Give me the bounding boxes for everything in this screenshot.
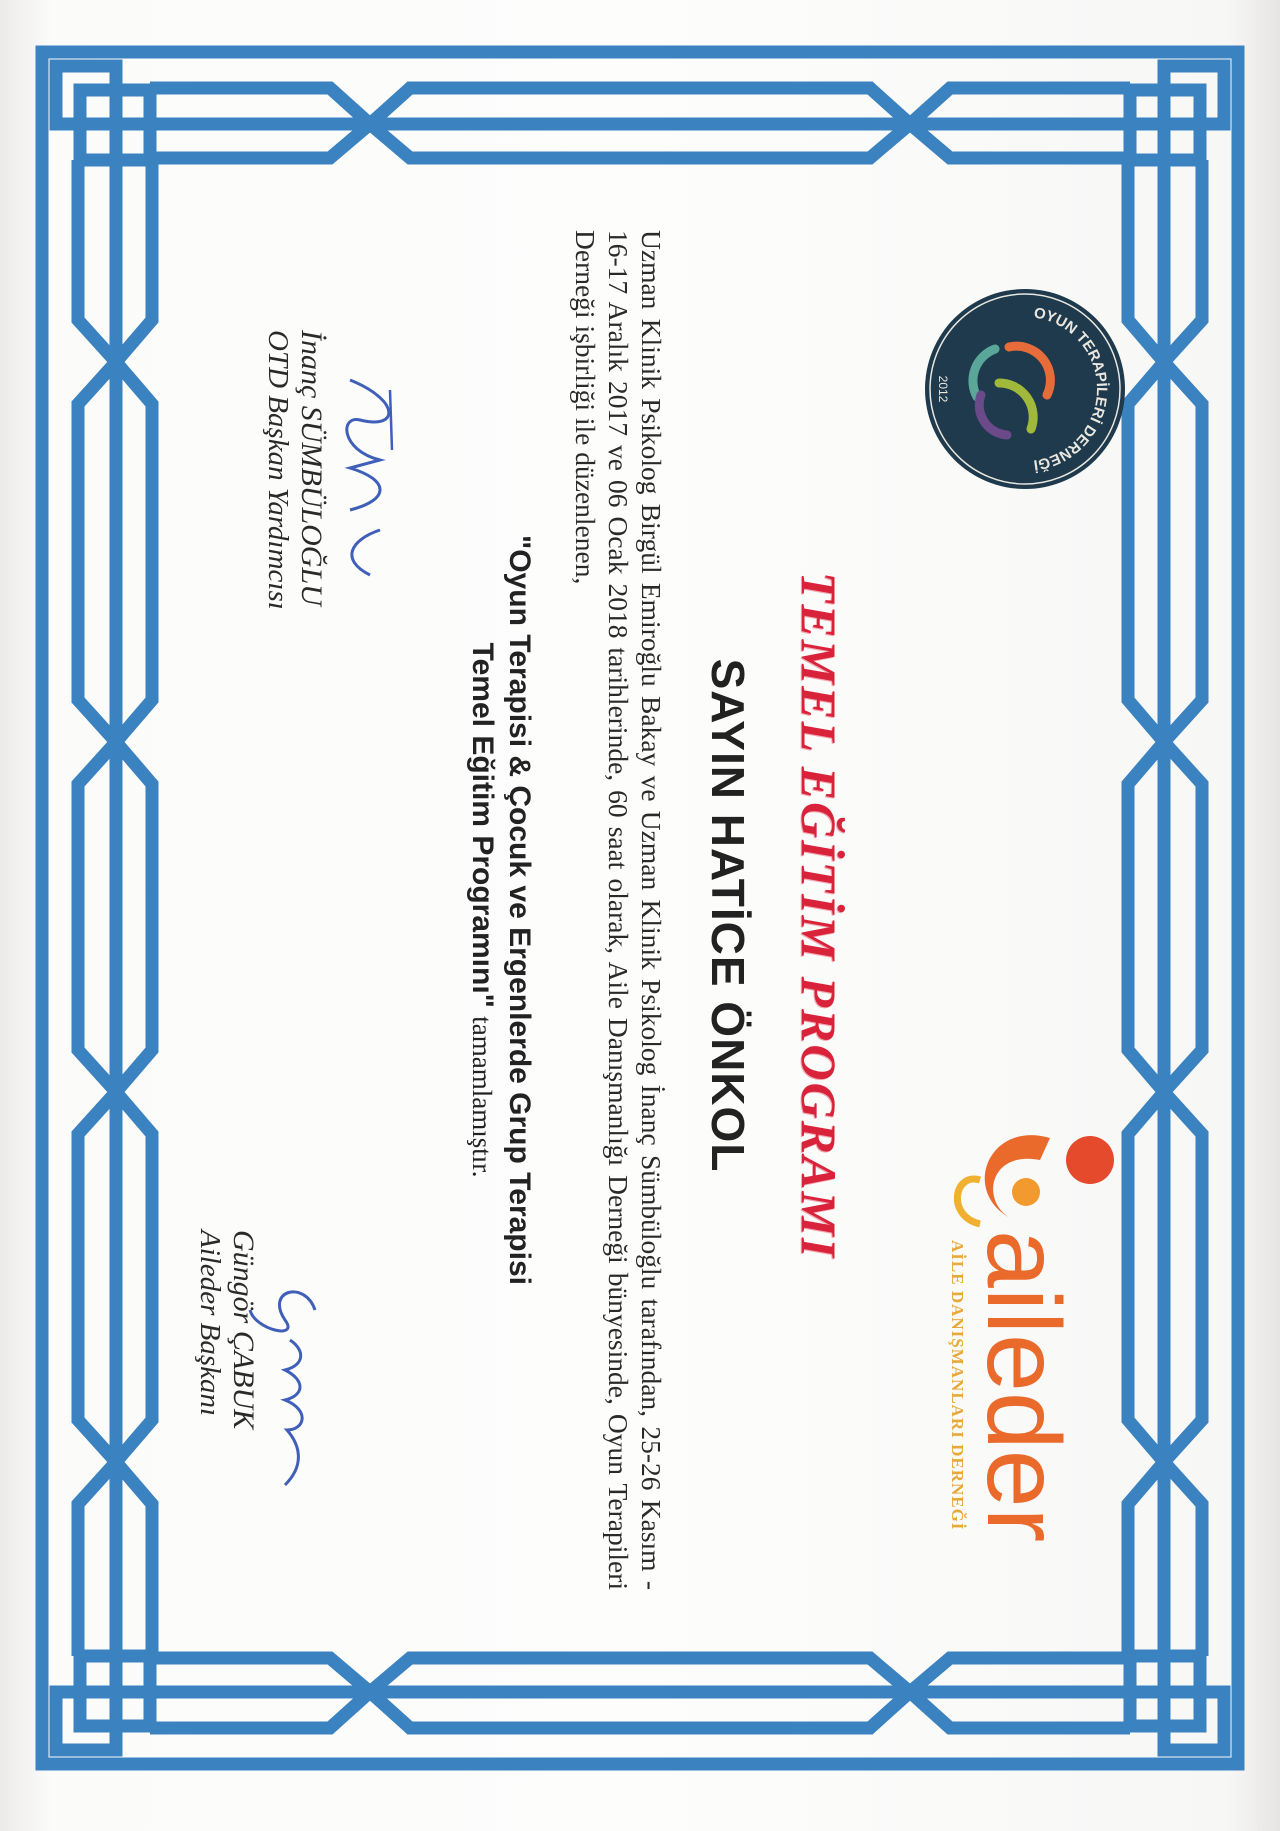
seal-logo xyxy=(922,287,1127,492)
seal-year: 2012 xyxy=(936,375,950,403)
aileder-figure-icon xyxy=(940,1120,1130,1560)
left-signatory xyxy=(261,330,328,750)
right-signatory xyxy=(193,1230,260,1560)
program-tail: tamamlamıştır. xyxy=(467,1016,497,1178)
certificate-title: TEMEL EĞİTİM PROGRAMI xyxy=(791,571,847,1260)
left-signatory-title: OTD Başkan Yardımcısı xyxy=(262,330,294,610)
certificate-body: Uzman Klinik Psikolog Birgül Emiroğlu Bakay ve Uzman Klinik Psikolog İnanç Sümbüloğlu tarafından, 25-26 Kasım - 16-17 Aralık 2017 ve 06 Ocak 2018 tarihlerinde, 60 saat olarak, Aile Danışmanlığı Derneği bünyesinde, Oyun Terapileri Derneği işbirliği ile düzenlenen, xyxy=(570,230,667,1590)
aileder-brand: aileder xyxy=(965,1230,1081,1543)
aileder-logo xyxy=(940,1120,1130,1560)
recipient-name: SAYIN HATİCE ÖNKOL xyxy=(702,658,754,1173)
seal-text: OYUN TERAPİLERİ DERNEĞİ xyxy=(1032,304,1111,474)
left-signatory-name: İnanç SÜMBÜLOĞLU xyxy=(295,330,328,606)
program-line-1: "Oyun Terapisi & Çocuk ve Ergenlerde Grup Terapisi xyxy=(503,535,536,1285)
right-signatory-name: Güngör ÇABUK xyxy=(227,1230,260,1430)
right-signature xyxy=(245,1270,345,1510)
program-name xyxy=(463,230,538,1590)
right-signatory-title: Aileder Başkanı xyxy=(194,1230,226,1417)
program-line-2: Temel Eğitim Programını" xyxy=(466,642,499,1008)
aileder-subtitle: AİLE DANIŞMANLARI DERNEĞİ xyxy=(948,1240,967,1531)
